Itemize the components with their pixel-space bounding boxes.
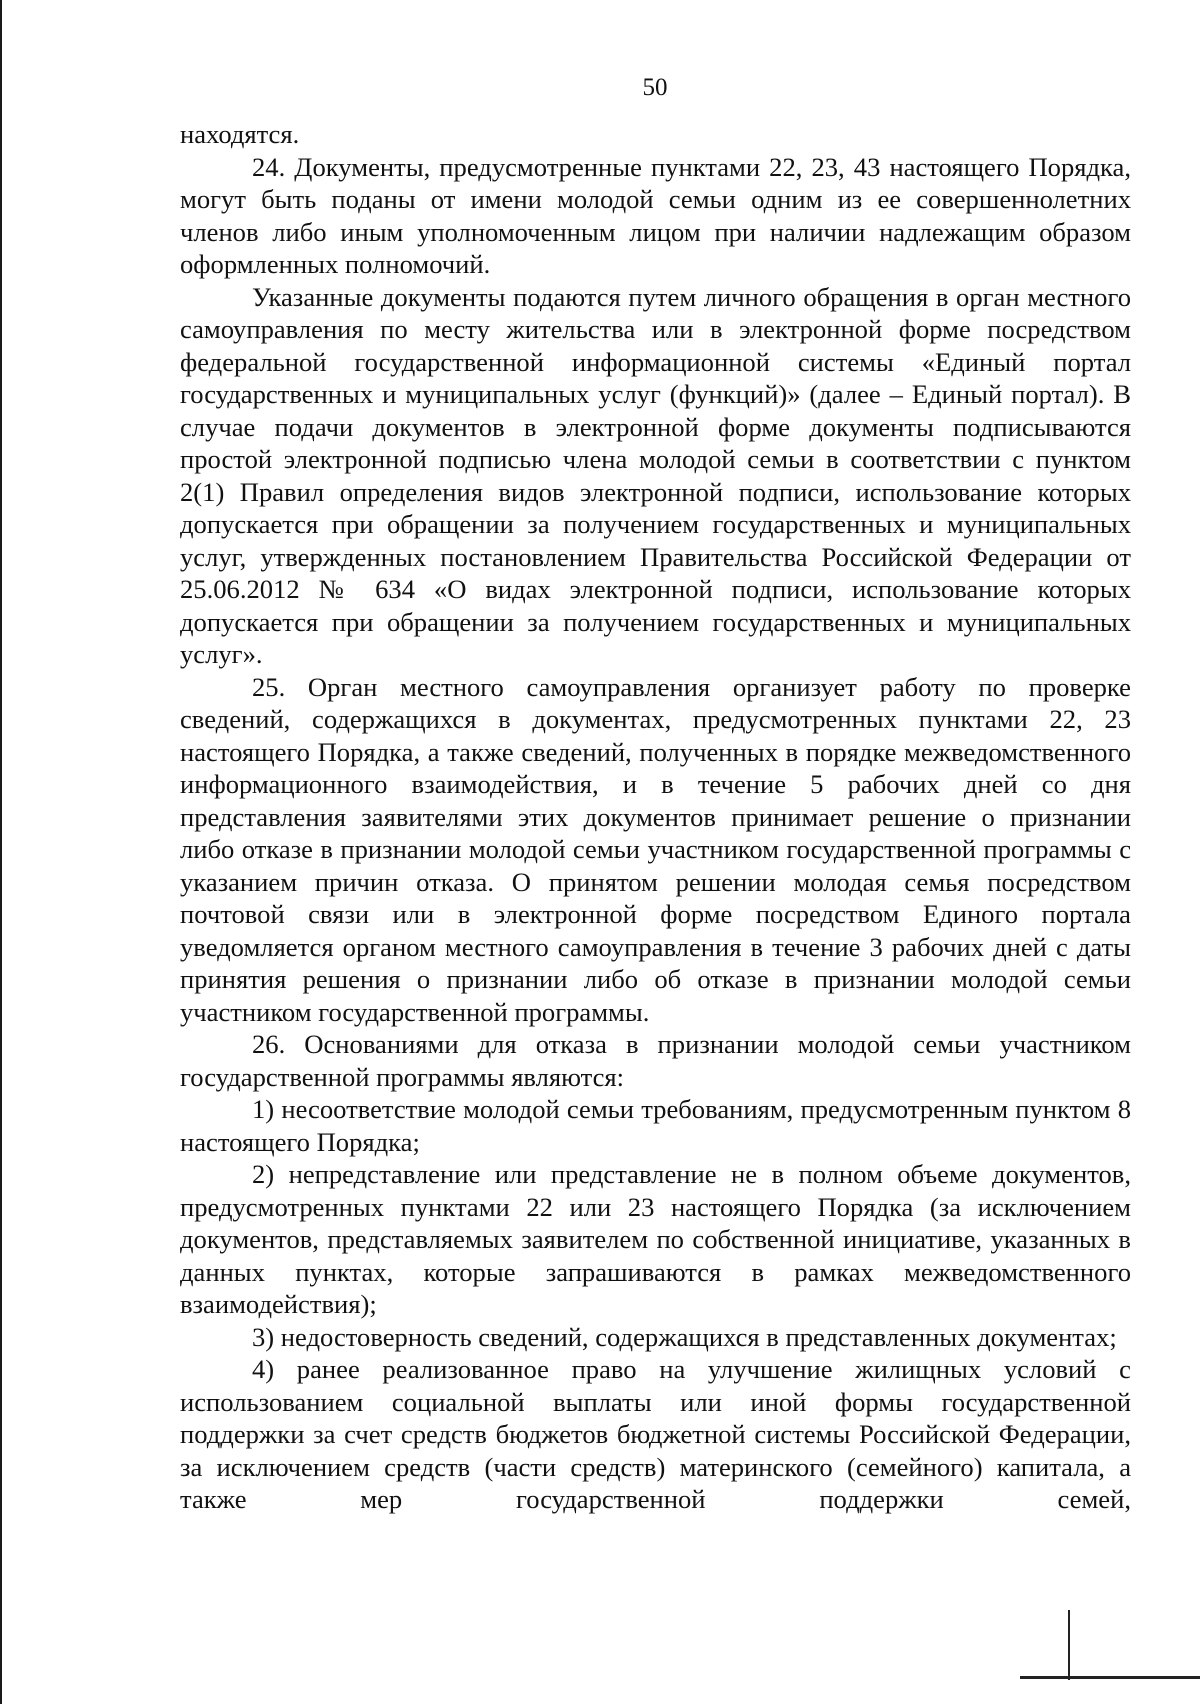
paragraph-item-24: 24. Документы, предусмотренные пунктами 22, 23, 43 настоящего Порядка, могут быть поданы от имени молодой семьи одним из ее совершеннолетних членов либо иным уполномоченным лицом при наличии надлежащим образом оформленных полномочий. <box>180 151 1131 279</box>
list-item-1: 1) несоответствие молодой семьи требованиям, предусмотренным пунктом 8 настоящего Порядка; <box>180 1094 1131 1157</box>
paragraph-item-26: 26. Основаниями для отказа в признании молодой семьи участником государственной программы являются: <box>180 1029 1131 1092</box>
paragraph-submission-methods: Указанные документы подаются путем личного обращения в орган местного самоуправления по месту жительства или в электронной форме посредством федеральной государственной информационной системы «Единый портал государственных и муниципальных услуг (функций)» (далее – Единый портал). В случае подачи документов в электронной форме документы подписываются простой электронной подписью члена молодой семьи в соответствии с пунктом 2(1) Правил определения видов электронной подписи, использование которых допускается при обращении за получением государственных и муниципальных услуг, утвержденных постановлением Правительства Российской Федерации от 25.06.2012 № 634 «О видах электронной подписи, использование которых допускается при обращении за получением государственных и муниципальных услуг». <box>180 281 1131 669</box>
paragraph-continuation: находятся. <box>180 119 300 149</box>
scan-border-corner <box>1068 1610 1070 1680</box>
document-body <box>180 118 1131 1516</box>
list-item-3: 3) недостоверность сведений, содержащихся в представленных документах; <box>252 1321 1117 1352</box>
list-item-2: 2) непредставление или представление не в полном объеме документов, предусмотренных пунктами 22 или 23 настоящего Порядка (за исключением документов, представляемых заявителем по собственной инициативе, указанных в данных пунктах, которые запрашиваются в рамках межведомственного взаимодействия); <box>180 1159 1131 1319</box>
scan-border-bottom <box>1020 1676 1200 1679</box>
list-item-4: 4) ранее реализованное право на улучшение жилищных условий с использованием социальной выплаты или иной формы государственной поддержки за счет средств бюджетов бюджетной системы Российской Федерации, за исключением средств (части средств) материнского (семейного) капитала, а также мер государственной поддержки семей, <box>180 1354 1131 1514</box>
scan-border-left <box>0 0 2 1704</box>
page-number: 50 <box>642 74 668 101</box>
paragraph-item-25: 25. Орган местного самоуправления организует работу по проверке сведений, содержащихся в документах, предусмотренных пунктами 22, 23 настоящего Порядка, а также сведений, полученных в порядке межведомственного информационного взаимодействия, и в течение 5 рабочих дней со дня представления заявителями этих документов принимает решение о признании либо отказе в признании молодой семьи участником государственной программы с указанием причин отказа. О принятом решении молодая семья посредством почтовой связи или в электронной форме посредством Единого портала уведомляется органом местного самоуправления в течение 3 рабочих дней с даты принятия решения о признании либо об отказе в признании молодой семьи участником государственной программы. <box>180 671 1131 1027</box>
